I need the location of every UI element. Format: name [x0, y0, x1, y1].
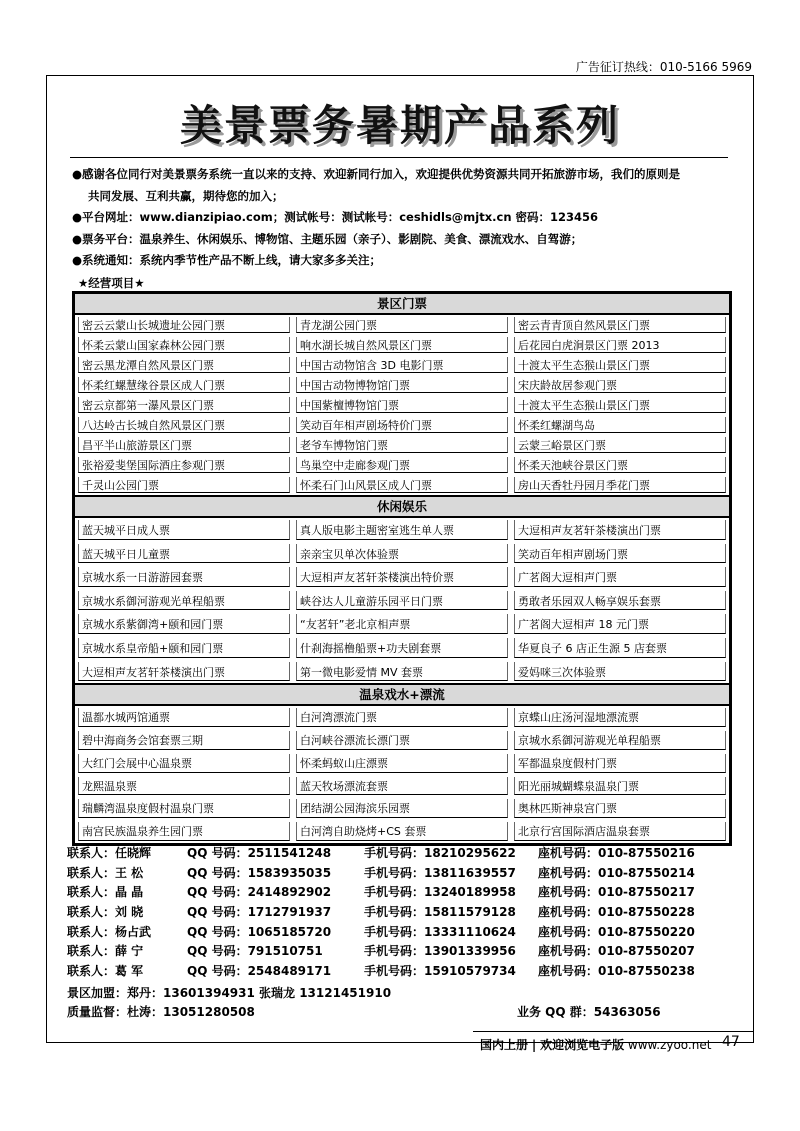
- table-cell: 军都温泉度假村门票: [514, 754, 726, 773]
- contact-qq: QQ 号码：791510751: [187, 944, 323, 959]
- table-cell: 京城水系御河游观光单程船票: [78, 591, 290, 611]
- table-row: [75, 455, 729, 475]
- contact-mobile: 手机号码：13331110624: [364, 924, 516, 939]
- contact-row: [62, 864, 742, 884]
- contact-row: [62, 883, 742, 903]
- table-cell: 京蝶山庄汤河湿地漂流票: [514, 708, 726, 727]
- ad-hotline: 广告征订热线：010-5166 5969: [575, 60, 752, 74]
- table-cell: 白河湾漂流门票: [296, 708, 508, 727]
- table-cell: 京城水系一日游游园套票: [78, 567, 290, 587]
- table-cell: “友茗轩”老北京相声票: [296, 614, 508, 634]
- table-cell: 真人版电影主题密室逃生单人票: [296, 520, 508, 540]
- region-join: 景区加盟：郑丹：13601394931 张瑞龙 13121451910: [67, 986, 392, 1000]
- table-row: [75, 475, 729, 495]
- contact-row: [62, 942, 742, 962]
- contact-mobile: 手机号码：18210295622: [364, 846, 516, 860]
- footer-separator: |: [531, 1038, 537, 1052]
- footer-url[interactable]: www.zyoo.net: [627, 1038, 712, 1052]
- table-cell: 温都水城两馆通票: [78, 708, 290, 727]
- notice-line: ●系统通知：系统内季节性产品不断上线，请大家多多关注；: [72, 253, 382, 267]
- table-cell: 瑞麟湾温泉度假村温泉门票: [78, 799, 290, 818]
- contact-name: 联系人：王 松: [67, 865, 144, 880]
- contact-mobile: 手机号码：15811579128: [364, 905, 516, 920]
- notice-line: ●票务平台：温泉养生、休闲娱乐、博物馆、主题乐园（亲子）、影剧院、美食、漂流戏水、自驾游；: [72, 231, 583, 246]
- contact-qq: QQ 号码：1583935035: [187, 865, 332, 880]
- contact-landline: 座机号码：010-87550216: [538, 846, 695, 860]
- section-header-hotspring: 温泉戏水+漂流: [75, 683, 729, 706]
- table-row: [75, 636, 729, 660]
- table-cell: 笑动百年相声剧场门票: [514, 544, 726, 564]
- section-header-scenic: 景区门票: [75, 294, 729, 315]
- contact-name: 联系人：任晓辉: [67, 846, 152, 860]
- section-header-leisure: 休闲娱乐: [75, 495, 729, 518]
- contact-landline: 座机号码：010-87550214: [538, 865, 695, 880]
- table-row: [75, 355, 729, 375]
- table-cell: 后花园白虎涧景区门票 2013: [514, 337, 726, 353]
- table-cell: 鸟巢空中走廊参观门票: [296, 457, 508, 473]
- table-cell: 老爷车博物馆门票: [296, 437, 508, 453]
- table-cell: 勇敢者乐园双人畅享娱乐套票: [514, 591, 726, 611]
- table-row: [75, 706, 729, 729]
- table-cell: 昌平半山旅游景区门票: [78, 437, 290, 453]
- table-cell: 蓝天牧场漂流套票: [296, 777, 508, 796]
- table-cell: 碧中海商务会馆套票三期: [78, 731, 290, 750]
- ops-label: ★经营项目★: [78, 276, 145, 290]
- table-cell: 中国古动物博物馆门票: [296, 377, 508, 393]
- table-cell: 八达岭古长城自然风景区门票: [78, 417, 290, 433]
- contact-landline: 座机号码：010-87550238: [538, 964, 695, 979]
- table-cell: 千灵山公园门票: [78, 477, 290, 493]
- table-row: [75, 612, 729, 636]
- table-cell: 响水湖长城自然风景区门票: [296, 337, 508, 353]
- contact-landline: 座机号码：010-87550228: [538, 905, 695, 920]
- table-cell: 十渡太平生态猴山景区门票: [514, 397, 726, 413]
- table-cell: 白河湾自助烧烤+CS 套票: [296, 822, 508, 841]
- table-cell: 笑动百年相声剧场特价门票: [296, 417, 508, 433]
- table-cell: 怀柔天池峡谷景区门票: [514, 457, 726, 473]
- contact-name: 联系人：晶 晶: [67, 885, 144, 900]
- contact-landline: 座机号码：010-87550217: [538, 885, 695, 900]
- table-cell: 爱妈咪三次体验票: [514, 662, 726, 682]
- table-cell: 密云云蒙山长城遗址公园门票: [78, 317, 290, 333]
- footer-tagline: 欢迎浏览电子版: [540, 1038, 625, 1052]
- table-cell: 北京行宫国际酒店温泉套票: [514, 822, 726, 841]
- table-row: [75, 797, 729, 820]
- table-cell: 团结湖公园海滨乐园票: [296, 799, 508, 818]
- contact-qq: QQ 号码：1712791937: [187, 905, 332, 920]
- table-row: [75, 375, 729, 395]
- table-cell: 大红门会展中心温泉票: [78, 754, 290, 773]
- table-row: [75, 565, 729, 589]
- table-cell: 房山天香牡丹园月季花门票: [514, 477, 726, 493]
- qq-group: 业务 QQ 群：54363056: [517, 1005, 661, 1019]
- footer: [480, 1036, 711, 1053]
- notice-block: [72, 164, 742, 272]
- table-cell: 蓝天城平日成人票: [78, 520, 290, 540]
- table-row: [75, 542, 729, 566]
- table-cell: 什刹海摇橹船票+功夫剧套票: [296, 638, 508, 658]
- table-cell: 怀柔云蒙山国家森林公园门票: [78, 337, 290, 353]
- table-cell: 怀柔蚂蚁山庄漂票: [296, 754, 508, 773]
- table-row: [75, 435, 729, 455]
- contact-row: [62, 903, 742, 923]
- table-cell: 京城水系紫御湾+颐和园门票: [78, 614, 290, 634]
- table-cell: 大逗相声友茗轩茶楼演出门票: [514, 520, 726, 540]
- contact-name: 联系人：薛 宁: [67, 944, 144, 959]
- table-cell: 大逗相声友茗轩茶楼演出特价票: [296, 567, 508, 587]
- table-cell: 密云京都第一瀑风景区门票: [78, 397, 290, 413]
- table-cell: 大逗相声友茗轩茶楼演出门票: [78, 662, 290, 682]
- table-row: [75, 660, 729, 684]
- contact-mobile: 手机号码：15910579734: [364, 964, 516, 979]
- table-cell: 白河峡谷漂流长漂门票: [296, 731, 508, 750]
- notice-line: ●感谢各位同行对美景票务系统一直以来的支持、欢迎新同行加入，欢迎提供优势资源共同开拓旅游市场，我们的原则是: [72, 167, 681, 181]
- notice-line: ●平台网址：www.dianzipiao.com；测试帐号：测试帐号：ceshidls@mjtx.cn 密码：123456: [72, 210, 599, 224]
- table-cell: 张裕爱斐堡国际酒庄参观门票: [78, 457, 290, 473]
- quality-supervision: 质量监督：杜涛：13051280508: [67, 1005, 255, 1019]
- table-cell: 阳光丽城蝴蝶泉温泉门票: [514, 777, 726, 796]
- table-row: [75, 752, 729, 775]
- table-cell: 怀柔红螺湖鸟岛: [514, 417, 726, 433]
- table-cell: 十渡太平生态猴山景区门票: [514, 357, 726, 373]
- table-cell: 京城水系皇帝船+颐和园门票: [78, 638, 290, 658]
- contact-row: [62, 844, 742, 864]
- table-row: [75, 589, 729, 613]
- table-row: [75, 335, 729, 355]
- table-cell: 奥林匹斯神泉宫门票: [514, 799, 726, 818]
- table-cell: 第一微电影爱情 MV 套票: [296, 662, 508, 682]
- table-cell: 中国紫檀博物馆门票: [296, 397, 508, 413]
- table-row: [75, 729, 729, 752]
- contact-row: [62, 923, 742, 943]
- table-cell: 青龙湖公园门票: [296, 317, 508, 333]
- table-cell: 南宫民族温泉养生园门票: [78, 822, 290, 841]
- table-cell: 蓝天城平日儿童票: [78, 544, 290, 564]
- contact-list: [62, 844, 742, 982]
- title-divider: [70, 157, 728, 158]
- table-cell: 广茗阁大逗相声 18 元门票: [514, 614, 726, 634]
- table-row: [75, 820, 729, 843]
- table-cell: 华夏良子 6 店正生源 5 店套票: [514, 638, 726, 658]
- contact-qq: QQ 号码：2511541248: [187, 846, 332, 860]
- table-cell: 密云青青顶自然风景区门票: [514, 317, 726, 333]
- table-cell: 怀柔红螺慧缘谷景区成人门票: [78, 377, 290, 393]
- page-number: 47: [722, 1034, 740, 1050]
- product-table: [72, 291, 732, 846]
- table-cell: 广茗阁大逗相声门票: [514, 567, 726, 587]
- contact-qq: QQ 号码：1065185720: [187, 924, 332, 939]
- contact-qq: QQ 号码：2414892902: [187, 885, 332, 900]
- contact-mobile: 手机号码：13811639557: [364, 865, 516, 880]
- page-title: 美景票务暑期产品系列: [179, 101, 620, 150]
- contact-landline: 座机号码：010-87550220: [538, 924, 695, 939]
- table-cell: 密云黑龙潭自然风景区门票: [78, 357, 290, 373]
- notice-line: 共同发展、互利共赢，期待您的加入；: [88, 188, 284, 203]
- table-cell: 京城水系御河游观光单程船票: [514, 731, 726, 750]
- table-row: [75, 518, 729, 542]
- table-cell: 峡谷达人儿童游乐园平日门票: [296, 591, 508, 611]
- footer-divider: [473, 1031, 754, 1032]
- table-cell: 宋庆龄故居参观门票: [514, 377, 726, 393]
- table-cell: 中国古动物馆含 3D 电影门票: [296, 357, 508, 373]
- table-row: [75, 775, 729, 798]
- contact-name: 联系人：葛 军: [67, 964, 144, 979]
- contact-name: 联系人：杨占武: [67, 924, 152, 939]
- table-cell: 亲亲宝贝单次体验票: [296, 544, 508, 564]
- contact-mobile: 手机号码：13901339956: [364, 944, 516, 959]
- table-cell: 怀柔石门山风景区成人门票: [296, 477, 508, 493]
- contact-landline: 座机号码：010-87550207: [538, 944, 695, 959]
- table-cell: 云蒙三峪景区门票: [514, 437, 726, 453]
- footer-volume: 国内上册: [480, 1038, 529, 1052]
- table-row: [75, 395, 729, 415]
- table-cell: 龙熙温泉票: [78, 777, 290, 796]
- contact-name: 联系人：刘 晓: [67, 905, 144, 920]
- table-row: [75, 415, 729, 435]
- contact-mobile: 手机号码：13240189958: [364, 885, 516, 900]
- contact-qq: QQ 号码：2548489171: [187, 964, 332, 979]
- contact-row: [62, 962, 742, 982]
- table-row: [75, 315, 729, 335]
